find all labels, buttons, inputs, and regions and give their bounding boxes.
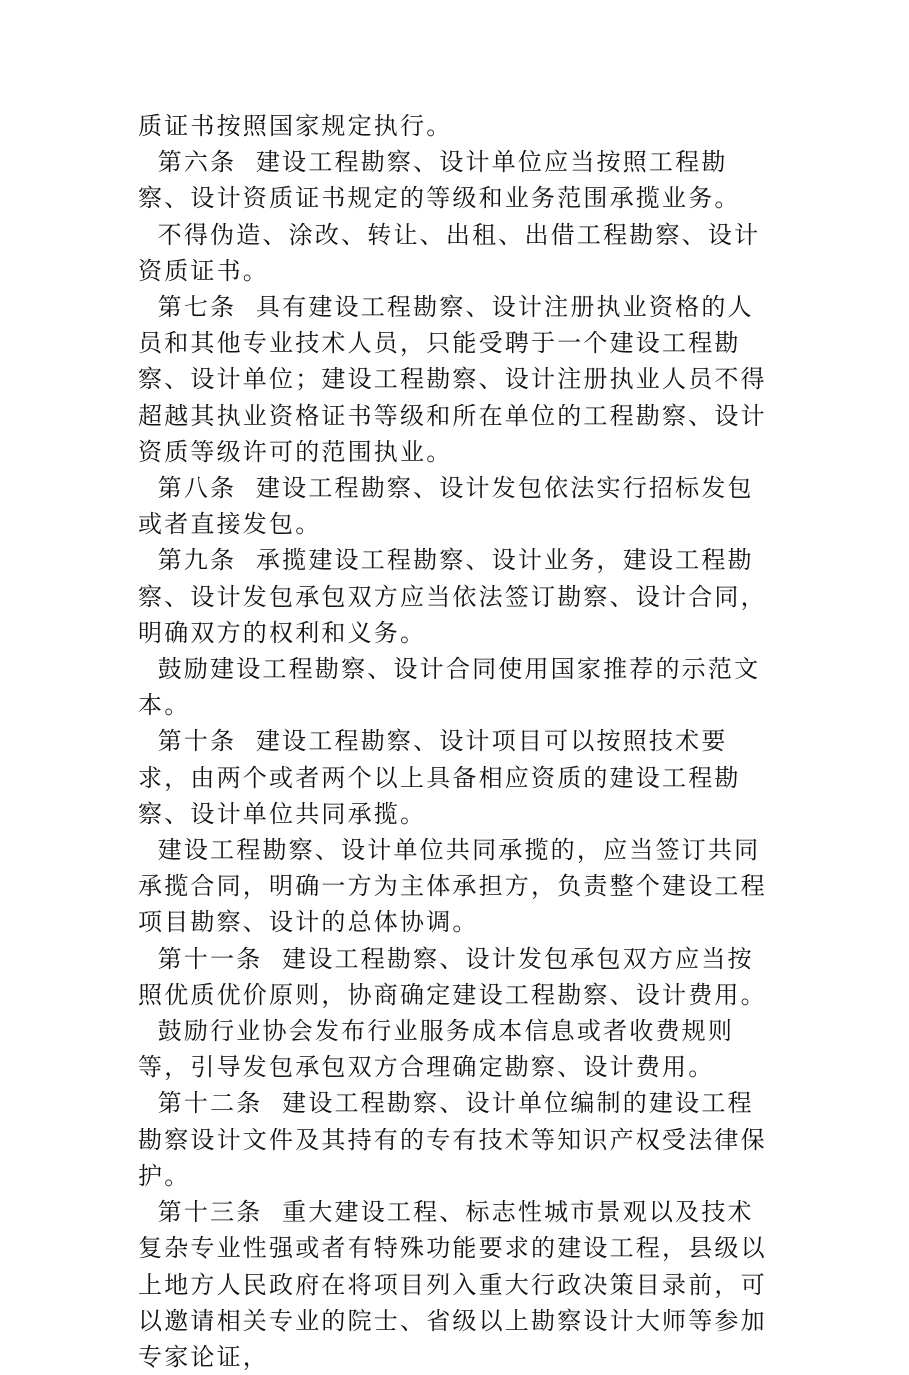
document-body — [138, 108, 778, 1375]
paragraph-9: 建设工程勘察、设计单位共同承揽的，应当签订共同承揽合同，明确一方为主体承担方，负责整个建设工程项目勘察、设计的总体协调。 — [138, 836, 767, 937]
paragraph-article-12: 第十二条 建设工程勘察、设计单位编制的建设工程勘察设计文件及其持有的专有技术等知识产权受法律保护。 — [138, 1089, 767, 1190]
paragraph-article-8: 第八条 建设工程勘察、设计发包依法实行招标发包或者直接发包。 — [138, 474, 754, 539]
paragraph-article-7: 第七条 具有建设工程勘察、设计注册执业资格的人员和其他专业技术人员，只能受聘于一个建设工程勘察、设计单位；建设工程勘察、设计注册执业人员不得超越其执业资格证书等级和所在单位的工程勘察、设计资质等级许可的范围执业。 — [138, 293, 767, 466]
paragraph-article-10: 第十条 建设工程勘察、设计项目可以按照技术要求，由两个或者两个以上具备相应资质的建设工程勘察、设计单位共同承揽。 — [138, 727, 741, 828]
paragraph-7: 鼓励建设工程勘察、设计合同使用国家推荐的示范文本。 — [138, 655, 761, 720]
paragraph-3: 不得伪造、涂改、转让、出租、出借工程勘察、设计资质证书。 — [138, 220, 761, 285]
paragraph-1: 质证书按照国家规定执行。 — [138, 112, 453, 140]
paragraph-article-9: 第九条 承揽建设工程勘察、设计业务，建设工程勘察、设计发包承包双方应当依法签订勘察、设计合同，明确双方的权利和义务。 — [138, 546, 767, 647]
paragraph-11: 鼓励行业协会发布行业服务成本信息或者收费规则等，引导发包承包双方合理确定勘察、设计费用。 — [138, 1017, 735, 1082]
paragraph-article-11: 第十一条 建设工程勘察、设计发包承包双方应当按照优质优价原则，协商确定建设工程勘察、设计费用。 — [138, 944, 767, 1009]
paragraph-article-13: 第十三条 重大建设工程、标志性城市景观以及技术复杂专业性强或者有特殊功能要求的建设工程，县级以上地方人民政府在将项目列入重大行政决策目录前，可以邀请相关专业的院士、省级以上勘察设计大师等参加专家论证， — [138, 1198, 767, 1371]
paragraph-article-6: 第六条 建设工程勘察、设计单位应当按照工程勘察、设计资质证书规定的等级和业务范围承揽业务。 — [138, 148, 741, 213]
